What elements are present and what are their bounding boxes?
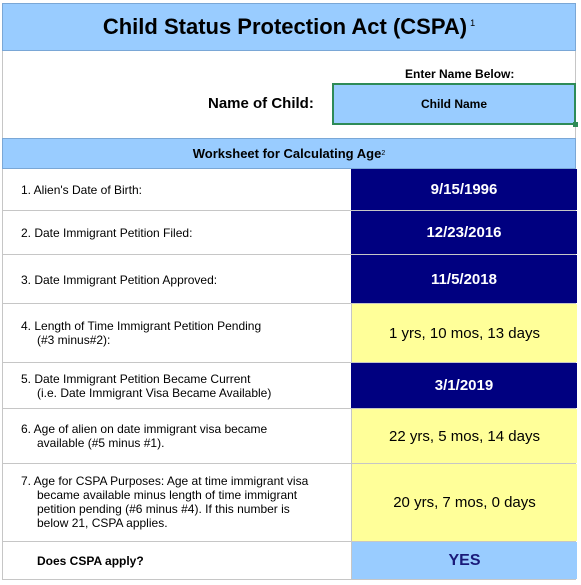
petition-pending-value: 1 yrs, 10 mos, 13 days	[351, 304, 577, 362]
cspa-age-value: 20 yrs, 7 mos, 0 days	[351, 464, 577, 541]
age-visa-available-value: 22 yrs, 5 mos, 14 days	[351, 409, 577, 463]
result-label: Does CSPA apply?	[37, 554, 144, 568]
row-label: 2. Date Immigrant Petition Filed:	[21, 226, 193, 240]
row-age-visa-available	[2, 409, 576, 464]
result-value: YES	[351, 542, 577, 579]
title-footnote: 1	[470, 17, 476, 28]
row-date-of-birth	[2, 169, 576, 211]
fill-handle[interactable]	[573, 122, 578, 127]
row-petition-pending	[2, 304, 576, 363]
row-petition-filed	[2, 211, 576, 255]
row-label: 1. Alien's Date of Birth:	[21, 183, 143, 197]
row-petition-approved	[2, 255, 576, 304]
petition-filed-value[interactable]: 12/23/2016	[351, 211, 577, 254]
row-label: 6. Age of alien on date immigrant visa became available (#5 minus #1).	[21, 422, 268, 450]
page-title: Child Status Protection Act (CSPA) $^1$	[102, 14, 476, 39]
child-name-input[interactable]	[332, 83, 576, 125]
worksheet-header	[2, 138, 576, 169]
worksheet-title: Worksheet for Calculating Age	[192, 146, 382, 161]
petition-current-value[interactable]: 3/1/2019	[351, 363, 577, 408]
petition-approved-value[interactable]: 11/5/2018	[351, 255, 577, 303]
row-label: 3. Date Immigrant Petition Approved:	[21, 273, 218, 287]
name-of-child-label: Name of Child:	[208, 95, 314, 112]
enter-name-label: Enter Name Below:	[405, 67, 515, 81]
worksheet-footnote: 2	[381, 150, 386, 157]
child-name-value: Child Name	[420, 97, 487, 111]
title-bar	[2, 3, 576, 51]
row-petition-current	[2, 363, 576, 409]
row-label: 5. Date Immigrant Petition Became Current (i.e. Date Immigrant Visa Became Available)	[21, 372, 272, 400]
row-cspa-result	[2, 542, 576, 580]
date-of-birth-value[interactable]: 9/15/1996	[351, 169, 577, 210]
row-cspa-age	[2, 464, 576, 542]
row-label: 7. Age for CSPA Purposes: Age at time immigrant visa became available minus length of time immigrant petition pending (#6 minus #4). If this number is below 21, CSPA applies.	[21, 474, 309, 530]
row-label: 4. Length of Time Immigrant Petition Pending (#3 minus#2):	[21, 319, 262, 347]
